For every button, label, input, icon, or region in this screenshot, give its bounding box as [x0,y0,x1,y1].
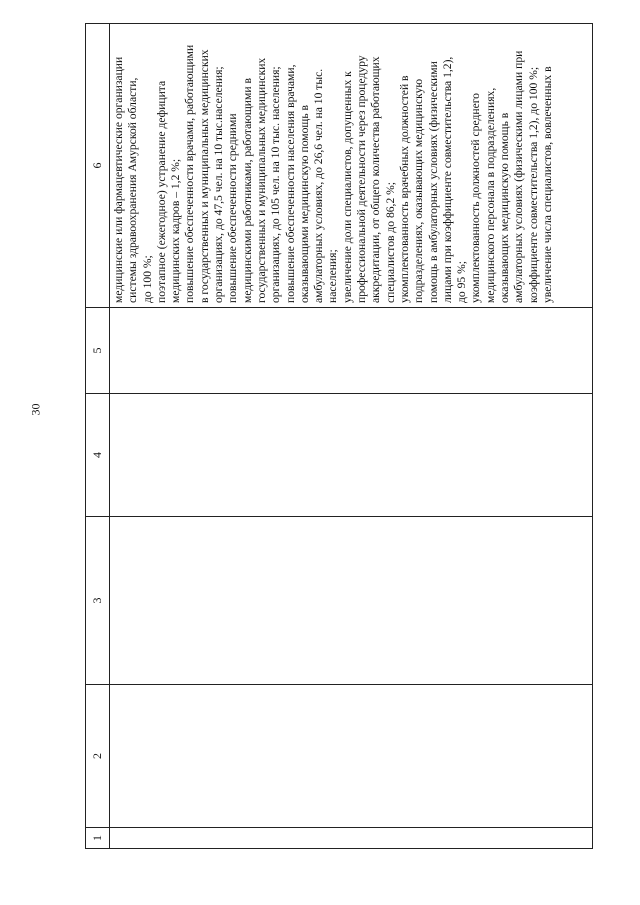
table-row [110,24,593,849]
text-line: до 100 %; [140,255,154,303]
text-line: поэтапное (ежегодное) устранение дефицита [154,80,168,303]
table-header-row [86,24,110,849]
text-line: подразделениях, оказывающих медицинскую [412,78,426,303]
header-col-5: 5 [86,308,110,394]
text-line: специалистов до 86,2 %; [383,181,397,303]
cell-col-1 [110,828,593,849]
text-line: медицинского персонала в подразделениях, [483,87,497,303]
text-line: укомплектованность врачебных должностей в [397,75,411,303]
cell-col-5 [110,308,593,394]
header-col-6: 6 [86,24,110,308]
text-line: организациях, до 105 чел. на 10 тыс. населения; [269,66,283,303]
text-line: повышение обеспеченности врачами, работающими [183,44,197,303]
text-line: укомплектованность должностей среднего [469,93,483,303]
header-col-3: 3 [86,517,110,685]
text-line: амбулаторных условиях (физическими лицами при [512,50,526,303]
text-line: лицами при коэффициенте совместительства 1,2), [440,56,454,303]
text-line: аккредитации, от общего количества работающих [369,56,383,303]
text-line: оказывающими медицинскую помощь в [297,105,311,303]
header-col-4: 4 [86,394,110,517]
table-container [85,30,593,849]
text-line: коэффициенте совместительства 1,2), до 100 %; [526,66,540,303]
text-line: до 95 %; [455,261,469,303]
text-line: медицинских кадров – 1,2 %; [169,158,183,303]
text-line: повышение обеспеченности населения врачами, [283,64,297,303]
header-col-2: 2 [86,685,110,828]
text-line: населения; [326,249,340,303]
cell-col-4 [110,394,593,517]
text-line: помощь в амбулаторных условиях (физическими [426,61,440,303]
text-line: организациях, до 47,5 чел. на 10 тыс.населения; [212,66,226,303]
indicators-text [110,24,557,307]
program-indicators-table [85,23,593,849]
cell-col-6 [110,24,593,308]
text-line: повышение обеспеченности средними [226,113,240,303]
cell-col-2 [110,685,593,828]
text-line: медицинские или фармацевтические организации [112,56,125,303]
text-line: амбулаторных условиях, до 26,6 чел. на 10 тыс. [312,68,326,303]
rotated-table-frame [85,30,593,849]
text-line: профессиональной деятельности через процедуру [355,55,369,303]
text-line: оказывающих медицинскую помощь в [498,112,512,303]
text-line: увеличение доли специалистов, допущенных к [340,71,354,303]
cell-col-3 [110,517,593,685]
page-number: 30 [28,403,43,416]
text-line: системы здравоохранения Амурской области, [126,77,140,303]
text-line: медицинскими работниками, работающими в [240,78,254,303]
text-line: государственных и муниципальных медицинских [254,57,268,303]
text-line: в государственных и муниципальных медицинских [197,49,211,303]
text-line: увеличение числа специалистов, вовлеченных в [540,66,554,303]
header-col-1: 1 [86,828,110,849]
